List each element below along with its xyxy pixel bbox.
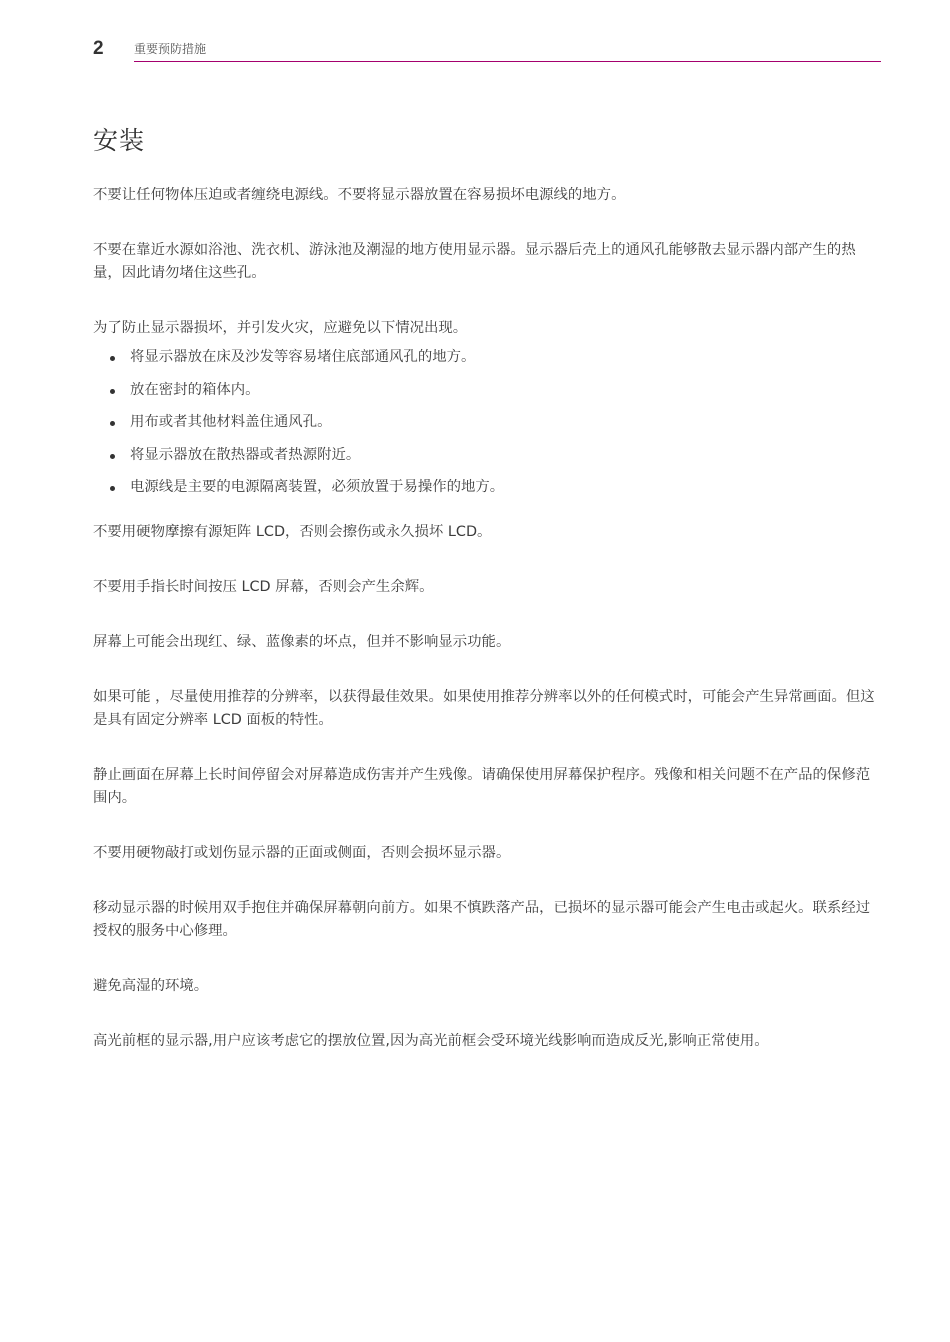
paragraph-fire-prevention-intro: 为了防止显示器损坏，并引发火灾，应避免以下情况出现。 xyxy=(93,320,468,336)
list-item xyxy=(93,346,875,369)
paragraph-image-retention: 静止画面在屏幕上长时间停留会对屏幕造成伤害并产生残像。请确保使用屏幕保护程序。残像和相关问题不在产品的保修范围内。 xyxy=(93,767,871,807)
list-item-text: 将显示器放在散热器或者热源附近。 xyxy=(130,446,361,463)
bullet-icon xyxy=(110,421,115,426)
bullet-icon xyxy=(110,356,115,361)
paragraph-dead-pixels: 屏幕上可能会出现红、绿、蓝像素的坏点，但并不影响显示功能。 xyxy=(93,634,511,651)
paragraph-glossy-bezel: 高光前框的显示器,用户应该考虑它的摆放位置,因为高光前框会受环境光线影响而造成反光,影响正常使用。 xyxy=(93,1033,769,1050)
header-divider xyxy=(134,61,881,62)
paragraph-resolution: 如果可能 ，尽量使用推荐的分辨率，以获得最佳效果。如果使用推荐分辨率以外的任何模式时，可能会产生异常画面。但这是具有固定分辨率 LCD 面板的特性。 xyxy=(93,689,875,729)
paragraph-impact: 不要用硬物敲打或划伤显示器的正面或侧面，否则会损坏显示器。 xyxy=(93,845,511,862)
paragraph-moving: 移动显示器的时候用双手抱住并确保屏幕朝向前方。如果不慎跌落产品，已损坏的显示器可能会产生电击或起火。联系经过授权的服务中心修理。 xyxy=(93,900,871,940)
list-item xyxy=(93,411,875,434)
page-number: 2 xyxy=(93,38,104,59)
bullet-icon xyxy=(110,389,115,394)
bullet-icon xyxy=(110,486,115,491)
list-item-text: 用布或者其他材料盖住通风孔。 xyxy=(130,414,332,431)
paragraph-lcd-press: 不要用手指长时间按压 LCD 屏幕，否则会产生余辉。 xyxy=(93,579,434,596)
bullet-icon xyxy=(110,454,115,459)
list-item-text: 电源线是主要的电源隔离装置，必须放置于易操作的地方。 xyxy=(130,479,505,496)
section-title: 安装 xyxy=(93,126,146,155)
paragraph-humidity: 避免高湿的环境。 xyxy=(93,978,209,995)
paragraph-lcd-scratch: 不要用硬物摩擦有源矩阵 LCD，否则会擦伤或永久损坏 LCD。 xyxy=(93,524,492,541)
list-item-text: 将显示器放在床及沙发等容易堵住底部通风孔的地方。 xyxy=(130,349,476,365)
running-header-title: 重要预防措施 xyxy=(134,42,207,56)
list-item xyxy=(93,444,875,467)
list-item xyxy=(93,379,875,402)
list-item-text: 放在密封的箱体内。 xyxy=(130,381,260,398)
paragraph-power-cord: 不要让任何物体压迫或者缠绕电源线。不要将显示器放置在容易损坏电源线的地方。 xyxy=(93,187,626,203)
list-item xyxy=(93,476,875,499)
fire-prevention-list xyxy=(93,346,875,499)
page-content xyxy=(93,184,875,1085)
paragraph-water-ventilation: 不要在靠近水源如浴池、洗衣机、游泳池及潮湿的地方使用显示器。显示器后壳上的通风孔能够散去显示器内部产生的热量，因此请勿堵住这些孔。 xyxy=(93,242,856,281)
